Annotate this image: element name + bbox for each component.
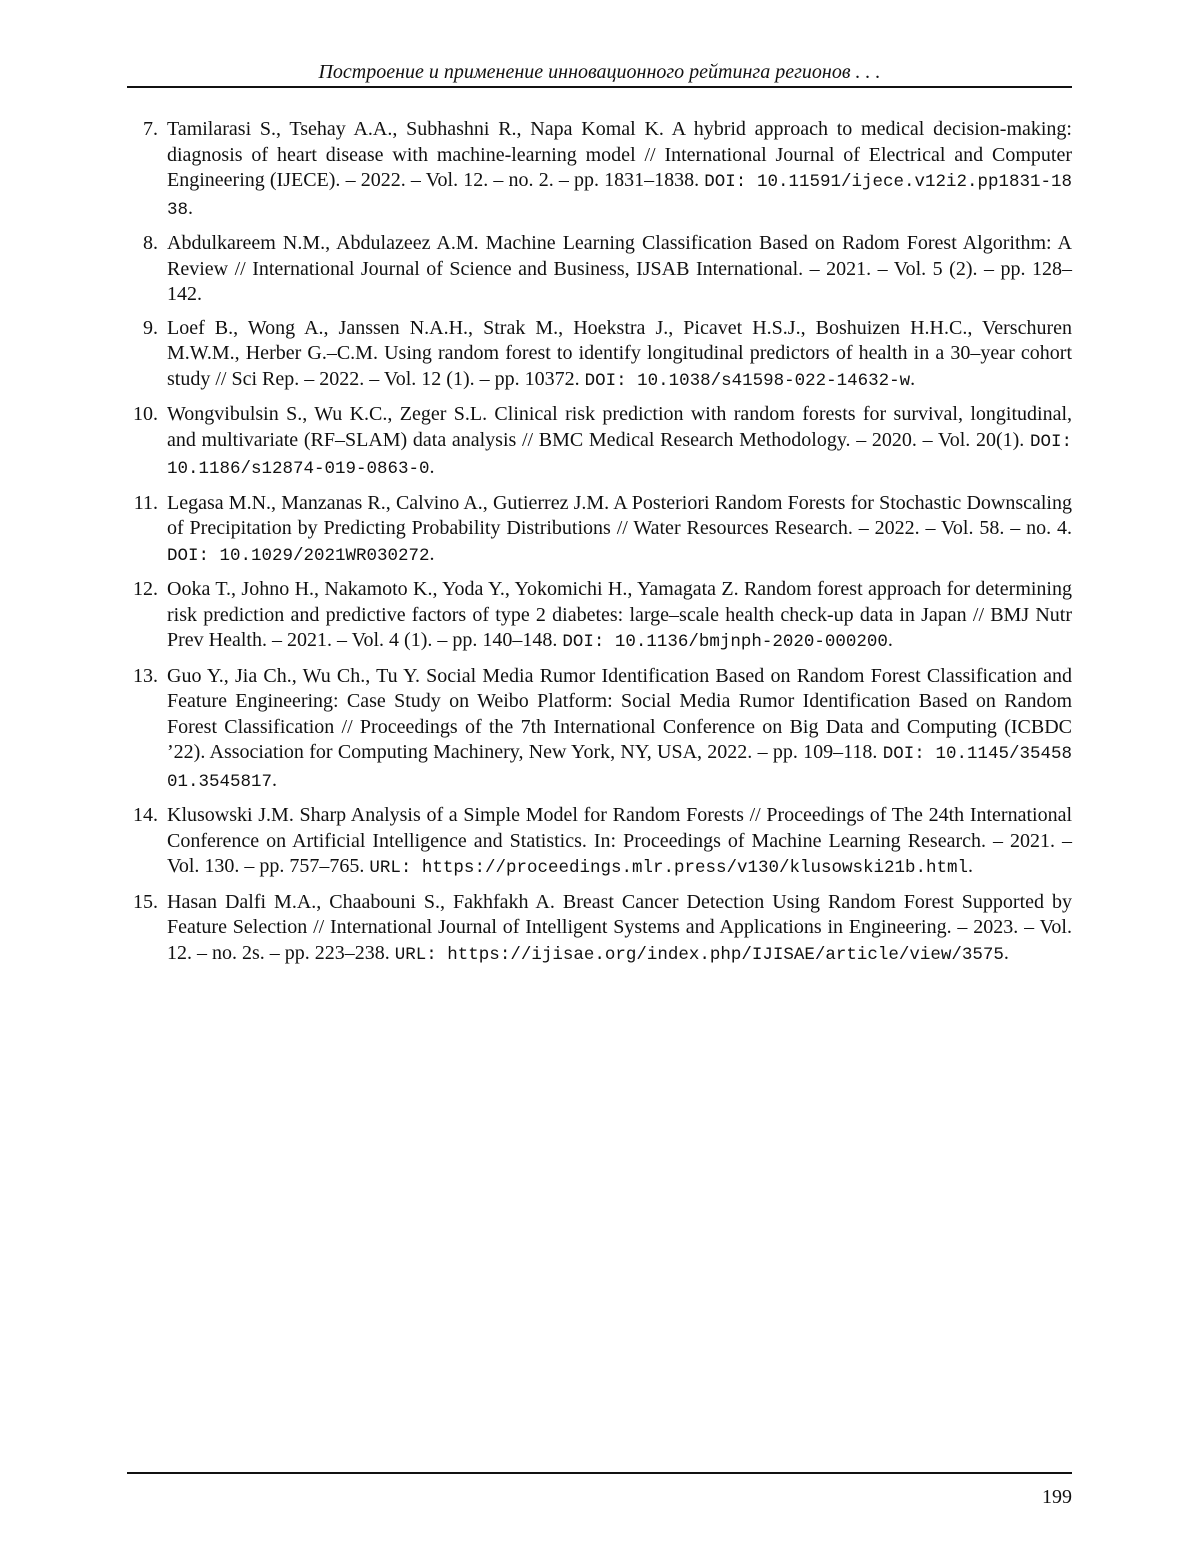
reference-number: 12. — [133, 578, 158, 600]
reference-number: 14. — [133, 804, 158, 826]
reference-doi: DOI: 10.11591/ijece.v12i2.pp1831-1838 — [167, 172, 1073, 220]
reference-number: 9. — [143, 316, 158, 339]
reference-text: Wongvibulsin S., Wu K.C., Zeger S.L. Clinical risk prediction with random forests for survival, longitudinal, and multivariate (RF–SLAM) data analysis // BMC Medical Research Methodology. – 2020. – Vol. 20(1). — [167, 403, 1072, 451]
reference-number: 8. — [143, 232, 158, 254]
reference-text: Hasan Dalfi M.A., Chaabouni S., Fakhfakh A. Breast Cancer Detection Using Random Forest Supported by Feature Selection // International Journal of Intelligent Systems and Applications in Engineering. – 2023. – Vol. 12. – no. 2s. – pp. 223–238. — [167, 890, 1072, 964]
reference-item — [127, 231, 1072, 308]
reference-item: 14. Klusowski J.M. Sharp Analysis of a Simple Model for Random Forests // Proceedings of The 24th International Conference on Artificial Intelligence and Statistics. In: Proceedings of Machine Learning Research. – 2021. – Vol. 130. – pp. 757–765. URL: https://proceedings.mlr.press/v130/klusowski21b.html. — [127, 803, 1072, 882]
running-head: Построение и применение инновационного рейтинга регионов . . . — [318, 61, 881, 83]
reference-doi: DOI: 10.1186/s12874-019-0863-0 — [167, 431, 1072, 479]
reference-item: 15. Hasan Dalfi M.A., Chaabouni S., Fakhfakh A. Breast Cancer Detection Using Random Forest Supported by Feature Selection // International Journal of Intelligent Systems and Applications in Engineering. – 2023. – Vol. 12. – no. 2s. – pp. 223–238. URL: https://ijisae.org/index.php/IJISAE/article/view/3575. — [127, 890, 1072, 969]
reference-number: 11. — [133, 491, 158, 514]
page-number: 199 — [1042, 1486, 1072, 1508]
reference-number: 7. — [143, 118, 158, 140]
reference-number: 13. — [133, 664, 158, 687]
reference-doi: DOI: 10.1029/2021WR030272 — [167, 545, 430, 566]
reference-text: Tamilarasi S., Tsehay A.A., Subhashni R., Napa Komal K. A hybrid approach to medical decision-making: diagnosis of heart disease with machine-learning model // International Journal of Electrical and Computer Engineering (IJECE). – 2022. – Vol. 12. – no. 2. – pp. 1831–1838. — [167, 118, 1072, 191]
reference-text: Legasa M.N., Manzanas R., Calvino A., Gutierrez J.M. A Posteriori Random Forests for Stochastic Downscaling of Precipitation by Predicting Probability Distributions // Water Resources Research. – 2022. – Vol. 58. – no. 4. — [167, 491, 1072, 539]
reference-item: 7. Tamilarasi S., Tsehay A.A., Subhashni R., Napa Komal K. A hybrid approach to medical decision-making: diagnosis of heart disease with machine-learning model // International Journal of Electrical and Computer Engineering (IJECE). – 2022. – Vol. 12. – no. 2. – pp. 1831–1838. DOI: 10.11591/ijece.v12i2.pp1831-1838. — [127, 117, 1072, 223]
reference-url: URL: https://proceedings.mlr.press/v130/klusowski21b.html — [369, 858, 969, 878]
reference-doi: DOI: 10.1145/3545801.3545817 — [167, 744, 1073, 792]
reference-doi: DOI: 10.1038/s41598-022-14632-w — [584, 370, 911, 391]
reference-text: Loef B., Wong A., Janssen N.A.H., Strak M., Hoekstra J., Picavet H.S.J., Boshuizen H.H.C., Verschuren M.W.M., Herber G.–C.M. Using random forest to identify longitudinal predictors of health in a 30–year cohort study // Sci Rep. – 2022. – Vol. 12 (1). – pp. 10372. — [167, 316, 1072, 390]
footer-rule — [127, 1472, 1072, 1474]
reference-doi: DOI: 10.1136/bmjnph-2020-000200 — [562, 632, 888, 652]
reference-text: Abdulkareem N.M., Abdulazeez A.M. Machine Learning Classification Based on Radom Forest Algorithm: A Review // International Journal of Science and Business, IJSAB International. – 2021. – Vol. 5 (2). – pp. 128–142. — [167, 232, 1072, 305]
reference-text: Guo Y., Jia Ch., Wu Ch., Tu Y. Social Media Rumor Identification Based on Random Forest Classification and Feature Engineering: Case Study on Weibo Platform: Social Media Rumor Identification Based on Random Forest Classification // Proceedings of the 7th International Conference on Big Data and Computing (ICBDC ’22). Association for Computing Machinery, New York, NY, USA, 2022. – pp. 109–118. — [167, 664, 1072, 763]
reference-item: 13. Guo Y., Jia Ch., Wu Ch., Tu Y. Social Media Rumor Identification Based on Random Forest Classification and Feature Engineering: Case Study on Weibo Platform: Social Media Rumor Identification Based on Random Forest Classification // Proceedings of the 7th International Conference on Big Data and Computing (ICBDC ’22). Association for Computing Machinery, New York, NY, USA, 2022. – pp. 109–118. DOI: 10.1145/3545801.3545817. — [127, 664, 1072, 796]
reference-item: 10. Wongvibulsin S., Wu K.C., Zeger S.L. Clinical risk prediction with random forests for survival, longitudinal, and multivariate (RF–SLAM) data analysis // BMC Medical Research Methodology. – 2020. – Vol. 20(1). DOI: 10.1186/s12874-019-0863-0. — [127, 402, 1072, 483]
reference-number: 15. — [133, 890, 158, 913]
header-rule — [127, 86, 1072, 88]
reference-item: 9. Loef B., Wong A., Janssen N.A.H., Strak M., Hoekstra J., Picavet H.S.J., Boshuizen H.H.C., Verschuren M.W.M., Herber G.–C.M. Using random forest to identify longitudinal predictors of health in a 30–year cohort study // Sci Rep. – 2022. – Vol. 12 (1). – pp. 10372. DOI: 10.1038/s41598-022-14632-w. — [127, 316, 1072, 395]
reference-text: Klusowski J.M. Sharp Analysis of a Simple Model for Random Forests // Proceedings of The 24th International Conference on Artificial Intelligence and Statistics. In: Proceedings of Machine Learning Research. – 2021. – Vol. 130. – pp. 757–765. — [167, 804, 1072, 877]
reference-list — [127, 117, 1072, 976]
reference-number: 10. — [133, 403, 158, 425]
reference-item: 11. Legasa M.N., Manzanas R., Calvino A., Gutierrez J.M. A Posteriori Random Forests for Stochastic Downscaling of Precipitation by Predicting Probability Distributions // Water Resources Research. – 2022. – Vol. 58. – no. 4. DOI: 10.1029/2021WR030272. — [127, 491, 1072, 570]
reference-url: URL: https://ijisae.org/index.php/IJISAE/article/view/3575 — [394, 944, 1004, 965]
reference-item: 12. Ooka T., Johno H., Nakamoto K., Yoda Y., Yokomichi H., Yamagata Z. Random forest approach for determining risk prediction and predictive factors of type 2 diabetes: large–scale health check-up data in Japan // BMJ Nutr Prev Health. – 2021. – Vol. 4 (1). – pp. 140–148. DOI: 10.1136/bmjnph-2020-000200. — [127, 577, 1072, 656]
reference-text: Ooka T., Johno H., Nakamoto K., Yoda Y., Yokomichi H., Yamagata Z. Random forest approach for determining risk prediction and predictive factors of type 2 diabetes: large–scale health check-up data in Japan // BMJ Nutr Prev Health. – 2021. – Vol. 4 (1). – pp. 140–148. — [167, 578, 1072, 651]
